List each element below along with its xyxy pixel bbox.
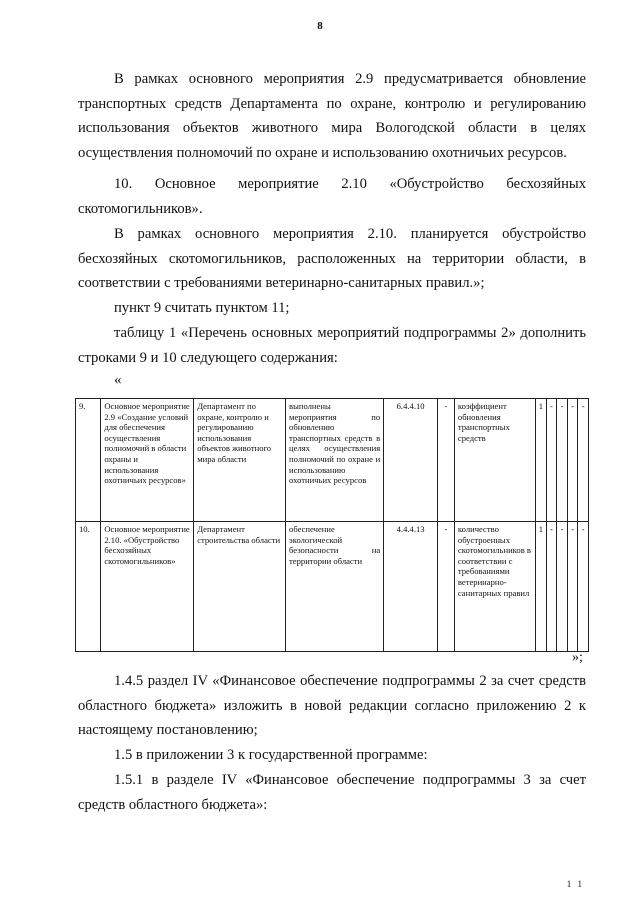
paragraph-1-4-5: 1.4.5 раздел IV «Финансовое обеспечение подпрограммы 2 за счет средств областного бюджета» изложить в новой редакции согласно приложению 2 к настоящему постановлению; xyxy=(78,673,586,739)
paragraph-1-5-1: 1.5.1 в разделе IV «Финансовое обеспечение подпрограммы 3 за счет средств областного бюджета»: xyxy=(78,772,586,813)
value-cell: 1 xyxy=(536,399,547,522)
measure-subcode: - xyxy=(438,399,455,522)
footer-mark: 1 1 xyxy=(566,879,584,889)
value-cell: - xyxy=(546,522,557,652)
value-cell: - xyxy=(546,399,557,522)
value-cell: - xyxy=(557,522,568,652)
measure-executor: Департамент строительства области xyxy=(194,522,286,652)
measure-name: Основное мероприятие 2.9 «Создание условий для обеспечения осуществления полномочий в области охраны и использования охотничьих ресурсов» xyxy=(101,399,194,522)
value-cell: 1 xyxy=(536,522,547,652)
quote-open-mark: « xyxy=(114,372,122,388)
row-number: 9. xyxy=(76,399,101,522)
paragraph-renumber: пункт 9 считать пунктом 11; xyxy=(114,300,290,316)
table-row xyxy=(76,522,589,652)
value-cell: - xyxy=(567,399,578,522)
row-number: 10. xyxy=(76,522,101,652)
measure-executor: Департамент по охране, контролю и регулированию использования объектов животного мира области xyxy=(194,399,286,522)
paragraph-2-10-description: В рамках основного мероприятия 2.10. планируется обустройство бесхозяйных скотомогильников, расположенных на территории области, в соответствии с требованиями ветеринарно-санитарных правил.»; xyxy=(78,226,586,292)
table-row xyxy=(76,399,589,522)
measure-code: 6.4.4.10 xyxy=(384,399,438,522)
page-number: 8 xyxy=(317,20,323,32)
measure-indicator: количество обустроенных скотомогильников в соответствии с требованиями ветеринарно-санитарных правил xyxy=(454,522,535,652)
paragraph-2-9-description: В рамках основного мероприятия 2.9 предусматривается обновление транспортных средств Департамента по охране, контролю и регулированию использования объектов животного мира Вологодской области в целях осуществления полномочий по охране и использованию охотничьих ресурсов. xyxy=(78,71,586,161)
measure-result: выполнены мероприятия по обновлению транспортных средств в целях осуществления полномочий по охране и использованию охотничьих ресурсов xyxy=(286,399,384,522)
quote-close-mark: »; xyxy=(572,650,583,665)
paragraph-table-intro: таблицу 1 «Перечень основных мероприятий подпрограммы 2» дополнить строками 9 и 10 следующего содержания: xyxy=(78,325,586,366)
paragraph-2-10-heading: 10. Основное мероприятие 2.10 «Обустройство бесхозяйных скотомогильников». xyxy=(78,176,586,217)
measure-name: Основное мероприятие 2.10. «Обустройство бесхозяйных скотомогильников» xyxy=(101,522,194,652)
measure-subcode: - xyxy=(438,522,455,652)
value-cell: - xyxy=(567,522,578,652)
value-cell: - xyxy=(557,399,568,522)
measure-code: 4.4.4.13 xyxy=(384,522,438,652)
measure-indicator: коэффициент обновления транспортных средств xyxy=(454,399,535,522)
measures-table xyxy=(75,398,589,652)
value-cell: - xyxy=(578,522,589,652)
measure-result: обеспечение экологической безопасности на территории области xyxy=(286,522,384,652)
value-cell: - xyxy=(578,399,589,522)
paragraph-1-5: 1.5 в приложении 3 к государственной программе: xyxy=(114,747,428,763)
